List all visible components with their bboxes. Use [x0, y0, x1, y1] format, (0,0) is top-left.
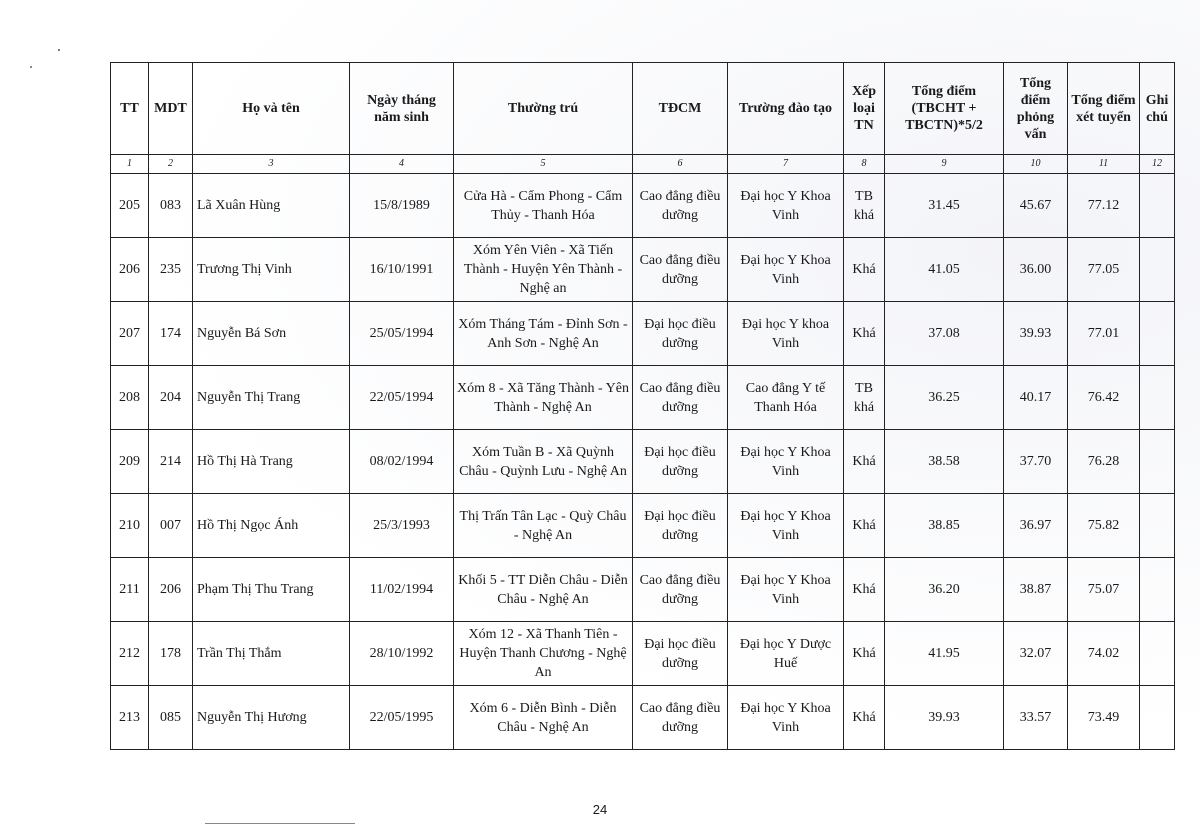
table-row	[111, 558, 1175, 622]
page-number: 24	[592, 802, 608, 817]
cell-notes	[1140, 238, 1175, 302]
cell-interview-score: 38.87	[1004, 558, 1068, 622]
cell-notes	[1140, 366, 1175, 430]
cell-graduation-rank: Khá	[844, 686, 885, 750]
cell-date-of-birth: 28/10/1992	[350, 622, 454, 686]
cell-school: Đại học Y Khoa Vinh	[728, 174, 844, 238]
cell-admission-score: 73.49	[1068, 686, 1140, 750]
cell-mdt: 235	[149, 238, 193, 302]
cell-mdt: 204	[149, 366, 193, 430]
cell-tt: 207	[111, 302, 149, 366]
cell-school: Đại học Y Khoa Vinh	[728, 430, 844, 494]
header-admission-score: Tổng điểm xét tuyển	[1068, 63, 1140, 155]
cell-mdt: 206	[149, 558, 193, 622]
cell-mdt: 085	[149, 686, 193, 750]
cell-qualification: Đại học điều dưỡng	[633, 622, 728, 686]
cell-residence: Xóm 6 - Diễn Bình - Diễn Châu - Nghệ An	[454, 686, 633, 750]
cell-mdt: 178	[149, 622, 193, 686]
cell-admission-score: 77.01	[1068, 302, 1140, 366]
table-row	[111, 366, 1175, 430]
cell-date-of-birth: 16/10/1991	[350, 238, 454, 302]
column-number: 2	[149, 155, 193, 174]
column-number: 10	[1004, 155, 1068, 174]
cell-date-of-birth: 25/3/1993	[350, 494, 454, 558]
cell-qualification: Cao đẳng điều dưỡng	[633, 238, 728, 302]
column-number: 9	[885, 155, 1004, 174]
cell-full-name: Hồ Thị Hà Trang	[193, 430, 350, 494]
cell-interview-score: 33.57	[1004, 686, 1068, 750]
cell-full-name: Hồ Thị Ngọc Ánh	[193, 494, 350, 558]
cell-mdt: 214	[149, 430, 193, 494]
header-qualification: TĐCM	[633, 63, 728, 155]
cell-graduation-rank: Khá	[844, 238, 885, 302]
column-number: 3	[193, 155, 350, 174]
column-number: 7	[728, 155, 844, 174]
column-number: 1	[111, 155, 149, 174]
column-number: 6	[633, 155, 728, 174]
cell-school: Cao đẳng Y tế Thanh Hóa	[728, 366, 844, 430]
cell-school: Đại học Y khoa Vinh	[728, 302, 844, 366]
cell-school: Đại học Y Khoa Vinh	[728, 494, 844, 558]
cell-school: Đại học Y Khoa Vinh	[728, 238, 844, 302]
cell-tt: 206	[111, 238, 149, 302]
header-graduation-rank: Xếp loại TN	[844, 63, 885, 155]
scan-speck	[30, 66, 32, 68]
table-row	[111, 686, 1175, 750]
cell-tt: 213	[111, 686, 149, 750]
cell-notes	[1140, 494, 1175, 558]
cell-mdt: 007	[149, 494, 193, 558]
cell-mdt: 083	[149, 174, 193, 238]
column-number: 4	[350, 155, 454, 174]
cell-residence: Xóm Tuần B - Xã Quỳnh Châu - Quỳnh Lưu - Nghệ An	[454, 430, 633, 494]
cell-full-name: Nguyễn Thị Hương	[193, 686, 350, 750]
header-interview-score: Tổng điểm phỏng vấn	[1004, 63, 1068, 155]
table-row	[111, 238, 1175, 302]
cell-date-of-birth: 15/8/1989	[350, 174, 454, 238]
cell-admission-score: 75.07	[1068, 558, 1140, 622]
cell-school: Đại học Y Khoa Vinh	[728, 558, 844, 622]
scan-speck	[58, 49, 60, 51]
cell-tt: 210	[111, 494, 149, 558]
cell-admission-score: 76.42	[1068, 366, 1140, 430]
cell-interview-score: 37.70	[1004, 430, 1068, 494]
cell-total-score: 36.25	[885, 366, 1004, 430]
header-mdt: MDT	[149, 63, 193, 155]
column-number: 12	[1140, 155, 1175, 174]
cell-graduation-rank: Khá	[844, 302, 885, 366]
cell-school: Đại học Y Khoa Vinh	[728, 686, 844, 750]
cell-residence: Khối 5 - TT Diễn Châu - Diễn Châu - Nghệ An	[454, 558, 633, 622]
cell-total-score: 39.93	[885, 686, 1004, 750]
cell-notes	[1140, 558, 1175, 622]
header-total-score: Tổng điểm (TBCHT + TBCTN)*5/2	[885, 63, 1004, 155]
header-residence: Thường trú	[454, 63, 633, 155]
cell-graduation-rank: TB khá	[844, 366, 885, 430]
cell-date-of-birth: 22/05/1995	[350, 686, 454, 750]
cell-tt: 205	[111, 174, 149, 238]
cell-date-of-birth: 08/02/1994	[350, 430, 454, 494]
header-full-name: Họ và tên	[193, 63, 350, 155]
cell-tt: 208	[111, 366, 149, 430]
cell-admission-score: 77.12	[1068, 174, 1140, 238]
cell-residence: Xóm 8 - Xã Tăng Thành - Yên Thành - Nghệ An	[454, 366, 633, 430]
cell-notes	[1140, 622, 1175, 686]
cell-notes	[1140, 302, 1175, 366]
cell-full-name: Trần Thị Thắm	[193, 622, 350, 686]
cell-residence: Xóm Tháng Tám - Đỉnh Sơn -Anh Sơn - Nghệ An	[454, 302, 633, 366]
cell-qualification: Cao đẳng điều dưỡng	[633, 558, 728, 622]
cell-total-score: 38.85	[885, 494, 1004, 558]
table-row	[111, 430, 1175, 494]
cell-date-of-birth: 25/05/1994	[350, 302, 454, 366]
cell-total-score: 38.58	[885, 430, 1004, 494]
cell-interview-score: 39.93	[1004, 302, 1068, 366]
cell-full-name: Phạm Thị Thu Trang	[193, 558, 350, 622]
cell-full-name: Nguyễn Bá Sơn	[193, 302, 350, 366]
cell-interview-score: 32.07	[1004, 622, 1068, 686]
table-row	[111, 174, 1175, 238]
cell-total-score: 36.20	[885, 558, 1004, 622]
cell-date-of-birth: 11/02/1994	[350, 558, 454, 622]
table-row	[111, 622, 1175, 686]
cell-admission-score: 74.02	[1068, 622, 1140, 686]
cell-full-name: Trương Thị Vinh	[193, 238, 350, 302]
cell-tt: 209	[111, 430, 149, 494]
cell-notes	[1140, 430, 1175, 494]
cell-tt: 211	[111, 558, 149, 622]
cell-interview-score: 45.67	[1004, 174, 1068, 238]
cell-total-score: 41.05	[885, 238, 1004, 302]
cell-total-score: 37.08	[885, 302, 1004, 366]
cell-graduation-rank: Khá	[844, 430, 885, 494]
cell-qualification: Cao đẳng điều dưỡng	[633, 366, 728, 430]
cell-full-name: Lã Xuân Hùng	[193, 174, 350, 238]
cell-notes	[1140, 174, 1175, 238]
cell-school: Đại học Y Dược Huế	[728, 622, 844, 686]
cell-residence: Cửa Hà - Cẩm Phong - Cẩm Thủy - Thanh Hóa	[454, 174, 633, 238]
cell-residence: Xóm Yên Viên - Xã Tiến Thành - Huyện Yên Thành - Nghệ an	[454, 238, 633, 302]
column-number: 11	[1068, 155, 1140, 174]
cell-residence: Xóm 12 - Xã Thanh Tiên - Huyện Thanh Chương - Nghệ An	[454, 622, 633, 686]
cell-admission-score: 76.28	[1068, 430, 1140, 494]
cell-total-score: 41.95	[885, 622, 1004, 686]
cell-date-of-birth: 22/05/1994	[350, 366, 454, 430]
cell-mdt: 174	[149, 302, 193, 366]
header-school: Trường đào tạo	[728, 63, 844, 155]
cell-qualification: Đại học điều dưỡng	[633, 302, 728, 366]
column-number-row	[111, 155, 1175, 174]
cell-admission-score: 77.05	[1068, 238, 1140, 302]
cell-qualification: Cao đẳng điều dưỡng	[633, 174, 728, 238]
cell-admission-score: 75.82	[1068, 494, 1140, 558]
cell-notes	[1140, 686, 1175, 750]
header-tt: TT	[111, 63, 149, 155]
cell-tt: 212	[111, 622, 149, 686]
cell-qualification: Đại học điều dưỡng	[633, 494, 728, 558]
cell-graduation-rank: Khá	[844, 494, 885, 558]
cell-total-score: 31.45	[885, 174, 1004, 238]
cell-qualification: Đại học điều dưỡng	[633, 430, 728, 494]
candidate-results-table	[110, 62, 1175, 750]
column-number: 8	[844, 155, 885, 174]
cell-interview-score: 36.00	[1004, 238, 1068, 302]
cell-interview-score: 40.17	[1004, 366, 1068, 430]
cell-full-name: Nguyễn Thị Trang	[193, 366, 350, 430]
cell-interview-score: 36.97	[1004, 494, 1068, 558]
column-number: 5	[454, 155, 633, 174]
header-row	[111, 63, 1175, 155]
table-row	[111, 494, 1175, 558]
cell-qualification: Cao đẳng điều dưỡng	[633, 686, 728, 750]
table-body	[111, 174, 1175, 750]
cell-graduation-rank: TB khá	[844, 174, 885, 238]
footer-rule	[205, 823, 355, 824]
table-row	[111, 302, 1175, 366]
cell-graduation-rank: Khá	[844, 558, 885, 622]
header-date-of-birth: Ngày tháng năm sinh	[350, 63, 454, 155]
cell-graduation-rank: Khá	[844, 622, 885, 686]
header-notes: Ghi chú	[1140, 63, 1175, 155]
cell-residence: Thị Trấn Tân Lạc - Quỳ Châu - Nghệ An	[454, 494, 633, 558]
